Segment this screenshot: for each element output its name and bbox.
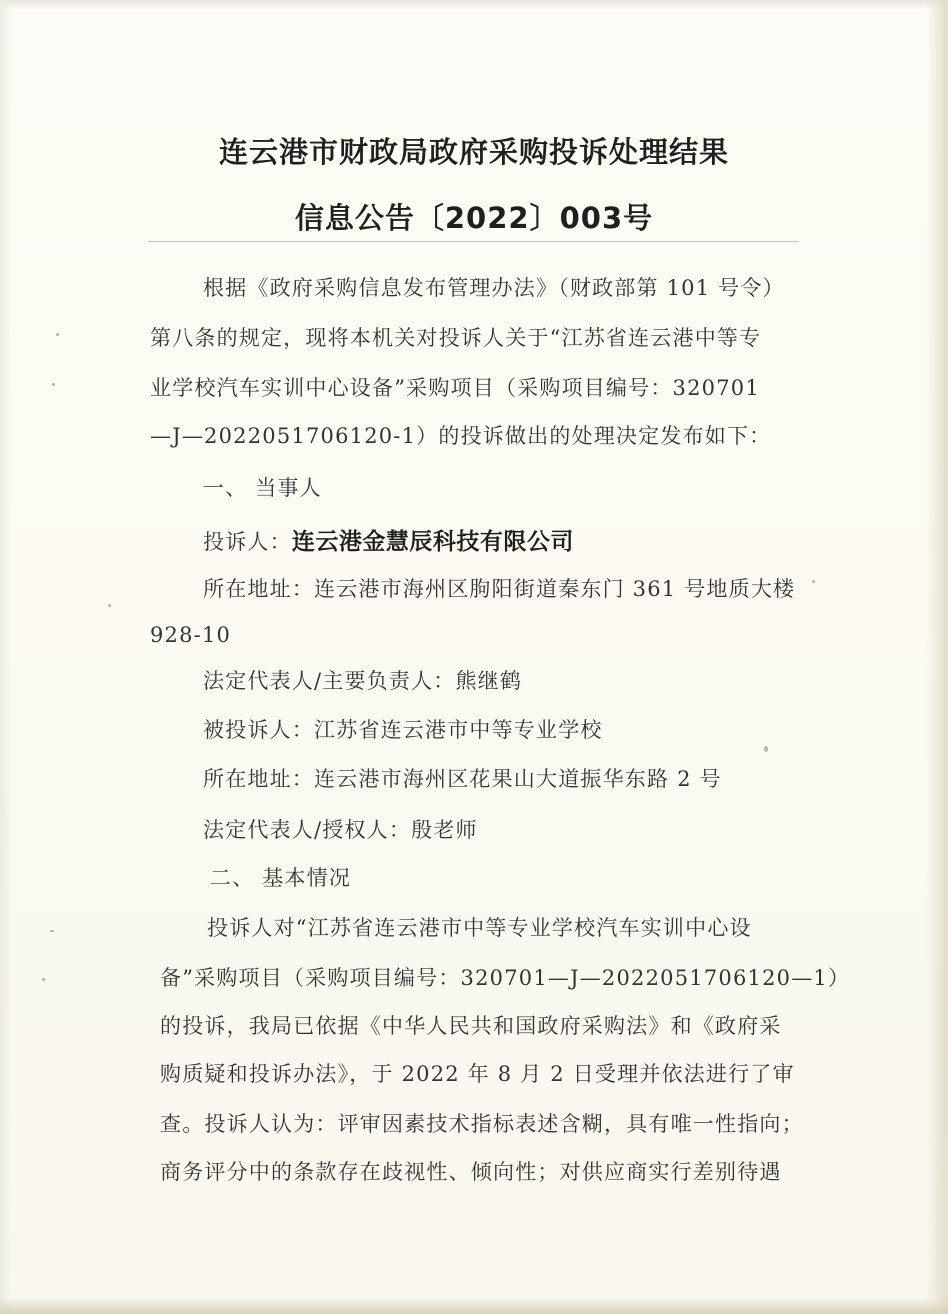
situation-line-6: 商务评分中的条款存在歧视性、倾向性；对供应商实行差别待遇 [160, 1160, 782, 1184]
intro-line-4: —J—2022051706120-1）的投诉做出的处理决定发布如下： [150, 424, 772, 448]
title-divider [148, 241, 798, 242]
complainant-address-cont: 928-10 [150, 623, 232, 647]
situation-line-3: 的投诉，我局已依据《中华人民共和国政府采购法》和《政府采 [160, 1014, 782, 1038]
scan-speck [108, 604, 111, 607]
complainant-label: 投诉人： [203, 530, 292, 554]
scan-speck [42, 978, 45, 981]
intro-line-2: 第八条的规定，现将本机关对投诉人关于“江苏省连云港中等专 [150, 326, 762, 350]
section-heading-basic-situation: 二、 基本情况 [210, 866, 352, 890]
respondent-address: 所在地址：连云港市海州区花果山大道振华东路 2 号 [203, 767, 722, 791]
scan-speck [52, 383, 55, 386]
respondent: 被投诉人：江苏省连云港市中等专业学校 [203, 718, 603, 742]
situation-line-5: 查。投诉人认为：评审因素技术指标表述含糊，具有唯一性指向； [160, 1112, 804, 1136]
situation-line-2: 备”采购项目（采购项目编号：320701—J—2022051706120—1） [160, 966, 851, 990]
document-title-line-1: 连云港市财政局政府采购投诉处理结果 [218, 135, 729, 169]
scan-edge-bottom [0, 1298, 948, 1314]
situation-line-1: 投诉人对“江苏省连云港市中等专业学校汽车实训中心设 [207, 916, 752, 940]
section-heading-parties: 一、 当事人 [203, 476, 322, 500]
scan-edge-top [0, 0, 948, 10]
complainant-row [203, 523, 574, 556]
document-title-line-2: 信息公告〔2022〕003号 [294, 201, 654, 235]
scan-speck [56, 333, 59, 336]
respondent-representative: 法定代表人/授权人：殷老师 [203, 818, 478, 842]
intro-line-1: 根据《政府采购信息发布管理办法》（财政部第 101 号令） [203, 276, 785, 300]
situation-line-4: 购质疑和投诉办法》，于 2022 年 8 月 2 日受理并依法进行了审 [160, 1062, 795, 1086]
scan-speck [50, 930, 54, 932]
intro-line-3: 业学校汽车实训中心设备”采购项目（采购项目编号：320701 [150, 376, 760, 400]
scan-speck [764, 746, 768, 752]
scan-speck [812, 580, 815, 583]
complainant-name: 连云港金慧辰科技有限公司 [291, 529, 574, 555]
complainant-representative: 法定代表人/主要负责人：熊继鹤 [203, 669, 523, 693]
complainant-address: 所在地址：连云港市海州区朐阳街道秦东门 361 号地质大楼 [203, 577, 796, 601]
